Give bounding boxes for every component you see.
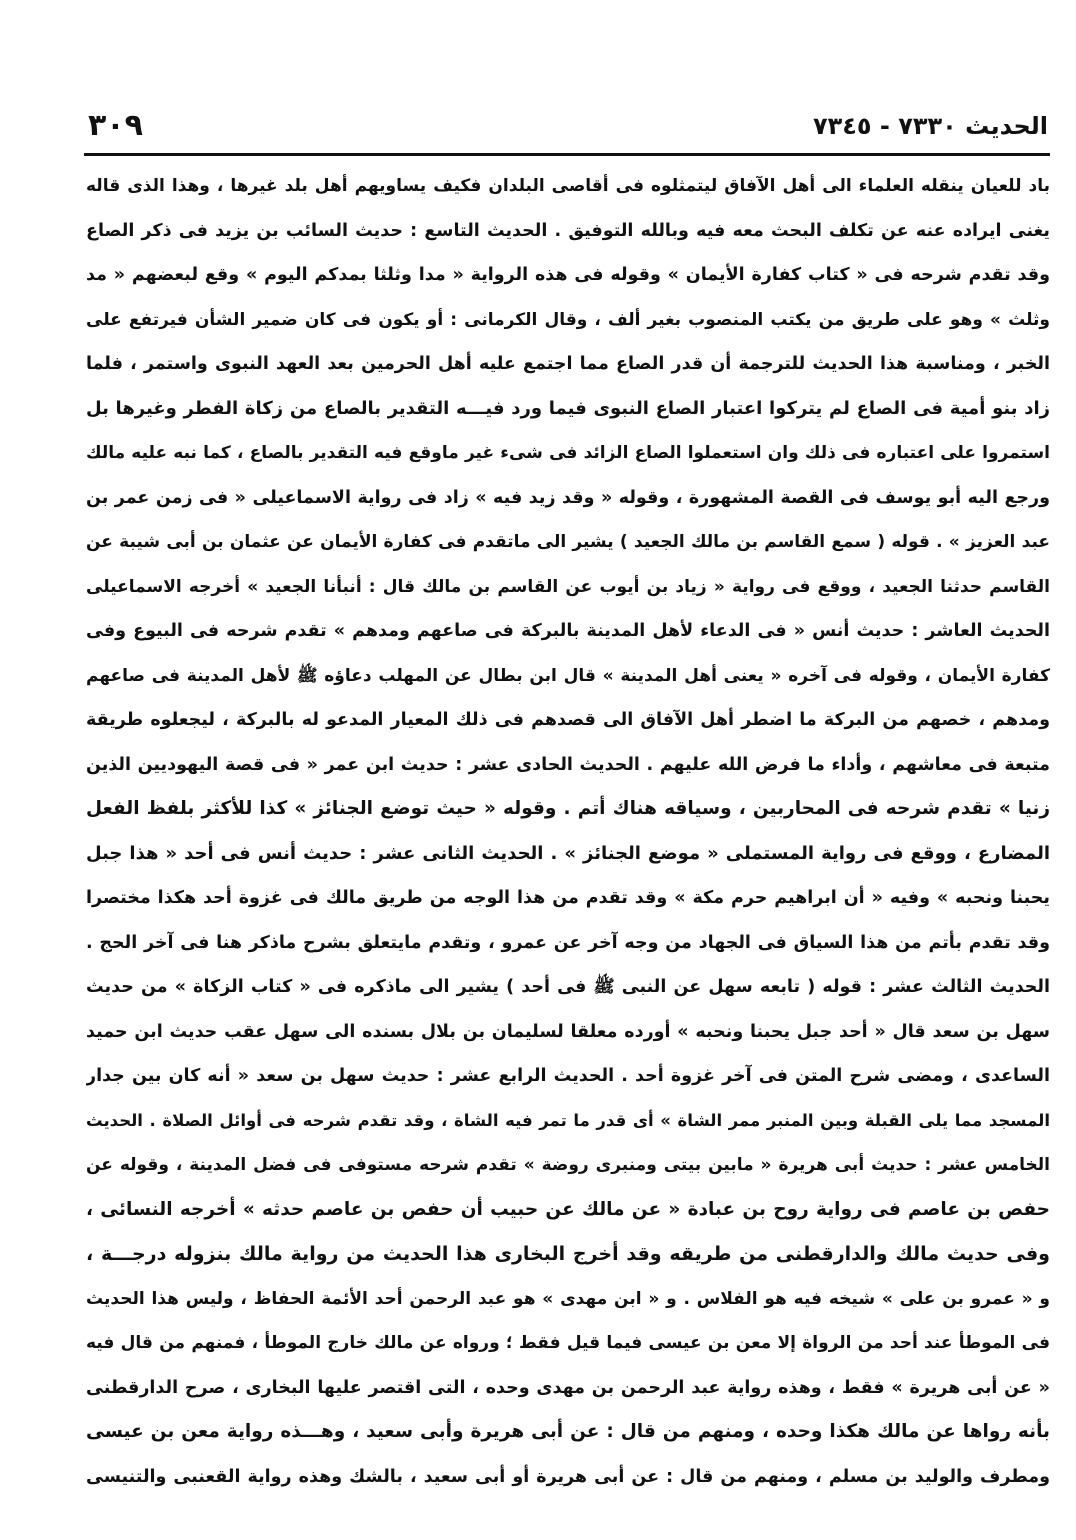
text-line: و « عمرو بن على » شيخه فيه هو الفلاس . و « ابن مهدى » هو عبد الرحمن أحد الأئمة الحفاظ ، وليس هذا الحديث [86, 1288, 1050, 1309]
text-line: الساعدى ، ومضى شرح المتن فى آخر غزوة أحد . الحديث الرابع عشر : حديث سهل بن سعد « أنه كان بين جدار [86, 1066, 1050, 1086]
page-header [88, 108, 1048, 152]
text-line: كفارة الأيمان ، وقوله فى آخره « يعنى أهل المدينة » قال ابن بطال عن المهلب دعاؤه ﷺ لأهل المدينة فى صاعهم [86, 665, 1050, 686]
text-line: متبعة فى معاشهم ، وأداء ما فرض الله عليهم . الحديث الحادى عشر : حديث ابن عمر « فى قصة اليهوديين الذين [86, 754, 1050, 775]
text-line: وفى حديث مالك والدارقطنى من طريقه وقد أخرج البخارى هذا الحديث من رواية مالك بنزوله درجـــة ، [86, 1243, 1050, 1265]
text-line: وقد تقدم بأتم من هذا السياق فى الجهاد من وجه آخر عن عمرو ، وتقدم مايتعلق بشرح ماذكر هنا فى آخر الحج . [86, 932, 1050, 953]
text-line: بأنه رواها عن مالك هكذا وحده ، ومنهم من قال : عن أبى هريرة وأبى سعيد ، وهـــذه رواية معن بن عيسى [86, 1421, 1050, 1442]
text-line: عبد العزيز » . قوله ( سمع القاسم بن مالك الجعيد ) يشير الى ماتقدم فى كفارة الأيمان عن عثمان بن أبى شيبة عن [86, 532, 1050, 552]
text-line: حفص بن عاصم فى رواية روح بن عبادة « عن مالك عن حبيب أن حفص بن عاصم حدثه » أخرجه النسائى ، [86, 1198, 1050, 1220]
text-line: الحديث العاشر : حديث أنس « فى الدعاء لأهل المدينة بالبركة فى صاعهم ومدهم » تقدم شرحه فى البيوع وفى [86, 621, 1050, 641]
text-line: زاد بنو أمية فى الصاع لم يتركوا اعتبار الصاع النبوى فيما ورد فيـــه التقدير بالصاع من زكاة الفطر وغيرها بل [86, 397, 1050, 419]
text-line: يحبنا ونحبه » وفيه « أن ابراهيم حرم مكة » وقد تقدم من هذا الوجه من طريق مالك فى غزوة أحد هكذا مختصرا [86, 888, 1050, 908]
text-line: القاسم حدثنا الجعيد ، ووقع فى رواية « زياد بن أيوب عن القاسم بن مالك قال : أنبأنا الجعيد » أخرجه الاسماعيلى [86, 576, 1050, 597]
text-line: سهل بن سعد قال « أحد جبل يحبنا ونحبه » أورده معلقا لسليمان بن بلال بسنده الى سهل عقب حديث ابن حميد [86, 1021, 1050, 1042]
body-text [86, 164, 1050, 1499]
text-line: باد للعيان ينقله العلماء الى أهل الآفاق ليتمثلوه فى أقاصى البلدان فكيف يساويهم أهل بلد غيرها ، وهذا الذى قاله [86, 176, 1050, 196]
running-title: الحديث ٧٣٣٠ - ٧٣٤٥ [812, 112, 1048, 140]
text-line: الخبر ، ومناسبة هذا الحديث للترجمة أن قدر الصاع مما اجتمع عليه أهل الحرمين بعد العهد النبوى واستمر ، فلما [86, 354, 1050, 374]
text-line: المسجد مما يلى القبلة وبين المنبر ممر الشاة » أى قدر ما تمر فيه الشاة ، وقد تقدم شرحه فى أوائل الصلاة . الحديث [86, 1110, 1050, 1130]
text-line: ورجع اليه أبو يوسف فى القصة المشهورة ، وقوله « وقد زيد فيه » زاد فى رواية الاسماعيلى « فى زمن عمر بن [86, 487, 1050, 508]
text-line: يغنى ايراده عنه عن تكلف البحث معه فيه وبالله التوفيق . الحديث التاسع : حديث السائب بن يزيد فى ذكر الصاع [86, 220, 1050, 241]
text-line: المضارع ، ووقع فى رواية المستملى « موضع الجنائز » . الحديث الثانى عشر : حديث أنس فى أحد « هذا جبل [86, 842, 1050, 864]
text-line: الحديث الثالث عشر : قوله ( تابعه سهل عن النبى ﷺ فى أحد ) يشير الى ماذكره فى « كتاب الزكاة » من حديث [86, 977, 1050, 997]
text-line: ومدهم ، خصهم من البركة ما اضطر أهل الآفاق الى قصدهم فى ذلك المعيار المدعو له بالبركة ، ليجعلوه طريقة [86, 710, 1050, 730]
page-number: ٣٠٩ [88, 108, 143, 143]
text-line: ومطرف والوليد بن مسلم ، ومنهم من قال : عن أبى هريرة أو أبى سعيد ، بالشك وهذه رواية القعنبى والتنيسى [86, 1466, 1050, 1487]
text-line: زنيا » تقدم شرحه فى المحاربين ، وسياقه هناك أتم . وقوله « حيث توضع الجنائز » كذا للأكثر بلفظ الفعل [86, 798, 1050, 819]
text-line: الخامس عشر : حديث أبى هريرة « مابين بيتى ومنبرى روضة » تقدم شرحه مستوفى فى فضل المدينة ، وقوله عن [86, 1155, 1050, 1175]
text-line: « عن أبى هريرة » فقط ، وهذه رواية عبد الرحمن بن مهدى وحده ، التى اقتصر عليها البخارى ، صرح الدارقطنى [86, 1377, 1050, 1398]
text-line: استمروا على اعتباره فى ذلك وان استعملوا الصاع الزائد فى شىء غير ماوقع فيه التقدير بالصاع ، كما نبه عليه مالك [86, 443, 1050, 463]
header-rule [84, 153, 1050, 156]
text-line: وثلث » وهو على طريق من يكتب المنصوب بغير ألف ، وقال الكرمانى : أو يكون فى كان ضمير الشأن فيرتفع على [86, 309, 1050, 330]
text-line: وقد تقدم شرحه فى « كتاب كفارة الأيمان » وقوله فى هذه الرواية « مدا وثلثا بمدكم اليوم » وقع لبعضهم « مد [86, 265, 1050, 285]
text-line: فى الموطأ عند أحد من الرواة إلا معن بن عيسى فيما قيل فقط ؛ ورواه عن مالك خارج الموطأ ، فمنهم من قال فيه [86, 1333, 1050, 1353]
